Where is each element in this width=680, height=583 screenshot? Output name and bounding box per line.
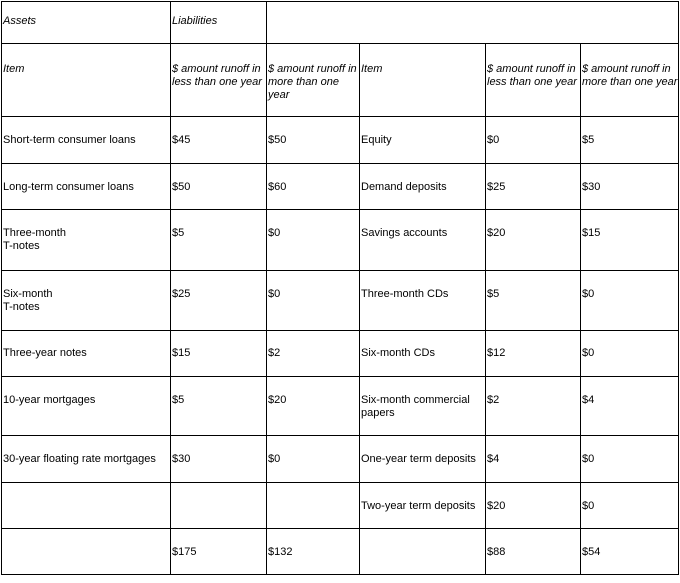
col-header-liab-item: Item [360,44,486,117]
col-header-assets-long: $ amount runoff in more than one year [267,44,360,117]
liability-long-cell: $0 [581,436,679,483]
asset-long-cell: $0 [267,271,360,331]
liability-item-cell: Two-year term deposits [360,483,486,529]
liabilities-section-label: Liabilities [172,15,218,27]
asset-short-cell: $50 [171,164,267,210]
runoff-table [1,43,679,575]
asset-long-cell: $20 [267,377,360,436]
liability-long-cell: $0 [581,483,679,529]
asset-long-cell: $60 [267,164,360,210]
liability-long-cell: $30 [581,164,679,210]
liability-long-cell: $0 [581,271,679,331]
assets-section-header [1,1,170,43]
liability-item-cell: Six-month CDs [360,331,486,377]
liability-short-cell: $20 [486,483,581,529]
table-row [2,377,679,436]
liability-long-cell: $5 [581,117,679,164]
liability-short-cell: $2 [486,377,581,436]
asset-short-cell: $5 [171,210,267,271]
asset-long-cell: $0 [267,436,360,483]
assets-long-total: $132 [267,529,360,575]
table-row [2,164,679,210]
asset-item-cell: Long-term consumer loans [2,164,171,210]
table-row [2,271,679,331]
table-row [2,117,679,164]
liability-item-cell: Savings accounts [360,210,486,271]
liability-item-cell: Demand deposits [360,164,486,210]
liabilities-long-total: $54 [581,529,679,575]
table-row [2,331,679,377]
asset-short-cell [171,483,267,529]
table-row [2,436,679,483]
asset-item-cell [2,529,171,575]
table-row [2,483,679,529]
asset-long-cell: $0 [267,210,360,271]
asset-item-cell: 30-year floating rate mortgages [2,436,171,483]
liability-item-cell: Six-month commercial papers [360,377,486,436]
asset-long-cell [267,483,360,529]
asset-item-cell: Short-term consumer loans [2,117,171,164]
liabilities-short-total: $88 [486,529,581,575]
liability-item-cell: Equity [360,117,486,164]
liability-short-cell: $25 [486,164,581,210]
assets-short-total: $175 [171,529,267,575]
liability-short-cell: $0 [486,117,581,164]
asset-long-cell: $2 [267,331,360,377]
col-header-assets-item: Item [2,44,171,117]
table-row [2,210,679,271]
asset-short-cell: $15 [171,331,267,377]
asset-short-cell: $45 [171,117,267,164]
asset-item-cell: Three-year notes [2,331,171,377]
liability-short-cell: $4 [486,436,581,483]
col-header-liab-long: $ amount runoff in more than one year [581,44,679,117]
asset-short-cell: $25 [171,271,267,331]
asset-item-cell [2,483,171,529]
liability-short-cell: $5 [486,271,581,331]
asset-long-cell: $50 [267,117,360,164]
asset-item-cell: 10-year mortgages [2,377,171,436]
header-blank-cell [266,1,679,43]
column-header-row [2,44,679,117]
liability-item-cell: Three-month CDs [360,271,486,331]
col-header-assets-short: $ amount runoff in less than one year [171,44,267,117]
liability-long-cell: $0 [581,331,679,377]
liability-item-cell [360,529,486,575]
asset-short-cell: $30 [171,436,267,483]
liability-short-cell: $12 [486,331,581,377]
col-header-liab-short: $ amount runoff in less than one year [486,44,581,117]
asset-short-cell: $5 [171,377,267,436]
liability-long-cell: $4 [581,377,679,436]
asset-item-cell: Three-month T-notes [2,210,171,271]
liability-long-cell: $15 [581,210,679,271]
liabilities-section-header [170,1,266,43]
liability-short-cell: $20 [486,210,581,271]
totals-row [2,529,679,575]
assets-section-label: Assets [3,15,37,27]
liability-item-cell: One-year term deposits [360,436,486,483]
asset-item-cell: Six-month T-notes [2,271,171,331]
